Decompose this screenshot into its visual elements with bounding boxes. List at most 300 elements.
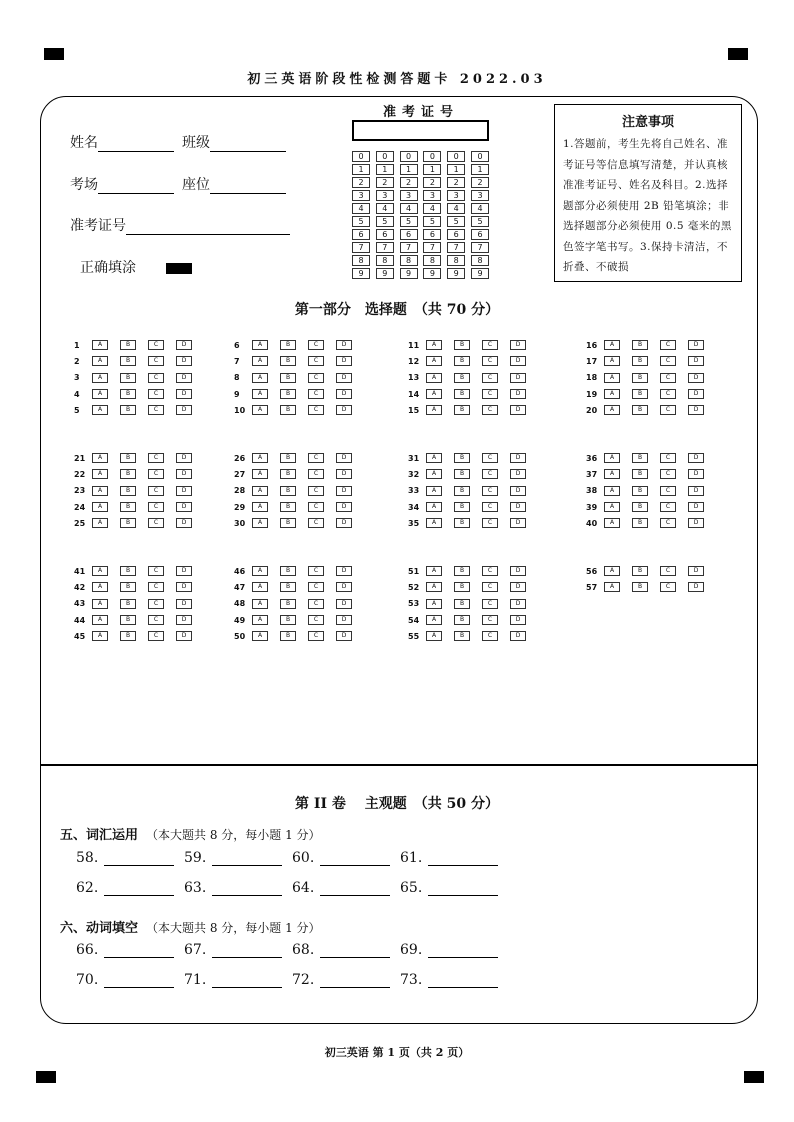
digit-bubble[interactable]: 1 (471, 164, 489, 175)
digit-bubble[interactable]: 5 (471, 216, 489, 227)
option-bubble-d[interactable]: D (510, 599, 526, 609)
option-bubble-c[interactable]: C (148, 405, 164, 415)
option-bubble-b[interactable]: B (280, 502, 296, 512)
option-bubble-d[interactable]: D (336, 502, 352, 512)
option-bubble-b[interactable]: B (454, 615, 470, 625)
option-bubble-a[interactable]: A (604, 566, 620, 576)
option-bubble-c[interactable]: C (482, 518, 498, 528)
digit-bubble[interactable]: 5 (423, 216, 441, 227)
option-bubble-b[interactable]: B (632, 518, 648, 528)
option-bubble-c[interactable]: C (148, 566, 164, 576)
option-bubble-a[interactable]: A (252, 615, 268, 625)
option-bubble-c[interactable]: C (308, 566, 324, 576)
digit-bubble[interactable]: 4 (423, 203, 441, 214)
digit-bubble[interactable]: 2 (423, 177, 441, 188)
digit-bubble[interactable]: 7 (400, 242, 418, 253)
digit-bubble[interactable]: 5 (400, 216, 418, 227)
digit-bubble[interactable]: 4 (376, 203, 394, 214)
option-bubble-b[interactable]: B (454, 340, 470, 350)
option-bubble-d[interactable]: D (688, 502, 704, 512)
option-bubble-d[interactable]: D (176, 582, 192, 592)
option-bubble-d[interactable]: D (688, 340, 704, 350)
option-bubble-a[interactable]: A (426, 631, 442, 641)
option-bubble-d[interactable]: D (336, 340, 352, 350)
option-bubble-d[interactable]: D (510, 615, 526, 625)
option-bubble-a[interactable]: A (604, 373, 620, 383)
option-bubble-a[interactable]: A (604, 340, 620, 350)
option-bubble-c[interactable]: C (660, 518, 676, 528)
answer-blank[interactable] (292, 972, 400, 988)
option-bubble-b[interactable]: B (280, 373, 296, 383)
option-bubble-b[interactable]: B (632, 453, 648, 463)
option-bubble-d[interactable]: D (176, 405, 192, 415)
option-bubble-b[interactable]: B (120, 486, 136, 496)
option-bubble-b[interactable]: B (632, 389, 648, 399)
answer-blank[interactable] (400, 850, 508, 866)
option-bubble-d[interactable]: D (510, 356, 526, 366)
option-bubble-d[interactable]: D (176, 373, 192, 383)
option-bubble-c[interactable]: C (482, 486, 498, 496)
option-bubble-c[interactable]: C (148, 356, 164, 366)
option-bubble-a[interactable]: A (426, 599, 442, 609)
option-bubble-b[interactable]: B (280, 518, 296, 528)
option-bubble-d[interactable]: D (336, 486, 352, 496)
answer-blank[interactable] (76, 850, 184, 866)
option-bubble-c[interactable]: C (148, 453, 164, 463)
option-bubble-a[interactable]: A (252, 502, 268, 512)
option-bubble-d[interactable]: D (176, 502, 192, 512)
digit-bubble[interactable]: 8 (400, 255, 418, 266)
option-bubble-c[interactable]: C (482, 389, 498, 399)
digit-bubble[interactable]: 8 (471, 255, 489, 266)
answer-blank[interactable] (76, 880, 184, 896)
option-bubble-a[interactable]: A (92, 453, 108, 463)
option-bubble-b[interactable]: B (632, 340, 648, 350)
option-bubble-d[interactable]: D (510, 469, 526, 479)
option-bubble-b[interactable]: B (280, 453, 296, 463)
option-bubble-c[interactable]: C (148, 582, 164, 592)
option-bubble-b[interactable]: B (454, 469, 470, 479)
digit-bubble[interactable]: 2 (400, 177, 418, 188)
option-bubble-a[interactable]: A (426, 389, 442, 399)
option-bubble-d[interactable]: D (336, 566, 352, 576)
digit-bubble[interactable]: 2 (352, 177, 370, 188)
option-bubble-c[interactable]: C (482, 566, 498, 576)
option-bubble-a[interactable]: A (426, 502, 442, 512)
option-bubble-b[interactable]: B (120, 356, 136, 366)
option-bubble-d[interactable]: D (176, 599, 192, 609)
option-bubble-d[interactable]: D (510, 453, 526, 463)
option-bubble-b[interactable]: B (280, 599, 296, 609)
option-bubble-b[interactable]: B (454, 356, 470, 366)
option-bubble-b[interactable]: B (120, 469, 136, 479)
answer-blank[interactable] (76, 972, 184, 988)
option-bubble-b[interactable]: B (632, 566, 648, 576)
option-bubble-b[interactable]: B (280, 356, 296, 366)
option-bubble-a[interactable]: A (604, 453, 620, 463)
digit-bubble[interactable]: 1 (447, 164, 465, 175)
digit-bubble[interactable]: 0 (447, 151, 465, 162)
option-bubble-b[interactable]: B (120, 518, 136, 528)
option-bubble-c[interactable]: C (482, 453, 498, 463)
option-bubble-d[interactable]: D (510, 631, 526, 641)
option-bubble-b[interactable]: B (280, 469, 296, 479)
digit-bubble[interactable]: 4 (447, 203, 465, 214)
option-bubble-c[interactable]: C (660, 389, 676, 399)
option-bubble-c[interactable]: C (482, 373, 498, 383)
option-bubble-a[interactable]: A (426, 518, 442, 528)
option-bubble-c[interactable]: C (482, 405, 498, 415)
option-bubble-c[interactable]: C (308, 615, 324, 625)
option-bubble-b[interactable]: B (454, 599, 470, 609)
option-bubble-c[interactable]: C (148, 389, 164, 399)
digit-bubble[interactable]: 6 (352, 229, 370, 240)
option-bubble-d[interactable]: D (336, 469, 352, 479)
option-bubble-c[interactable]: C (482, 340, 498, 350)
option-bubble-a[interactable]: A (426, 566, 442, 576)
option-bubble-a[interactable]: A (604, 469, 620, 479)
option-bubble-d[interactable]: D (176, 566, 192, 576)
option-bubble-a[interactable]: A (604, 502, 620, 512)
option-bubble-a[interactable]: A (252, 599, 268, 609)
option-bubble-c[interactable]: C (148, 599, 164, 609)
option-bubble-a[interactable]: A (252, 518, 268, 528)
option-bubble-c[interactable]: C (308, 405, 324, 415)
option-bubble-c[interactable]: C (660, 356, 676, 366)
digit-bubble[interactable]: 3 (423, 190, 441, 201)
option-bubble-b[interactable]: B (120, 631, 136, 641)
option-bubble-d[interactable]: D (336, 389, 352, 399)
option-bubble-a[interactable]: A (252, 389, 268, 399)
answer-blank[interactable] (292, 850, 400, 866)
digit-bubble[interactable]: 3 (376, 190, 394, 201)
option-bubble-a[interactable]: A (92, 373, 108, 383)
option-bubble-c[interactable]: C (308, 469, 324, 479)
option-bubble-d[interactable]: D (510, 405, 526, 415)
option-bubble-c[interactable]: C (308, 356, 324, 366)
answer-blank[interactable] (184, 942, 292, 958)
option-bubble-b[interactable]: B (280, 340, 296, 350)
option-bubble-d[interactable]: D (688, 453, 704, 463)
digit-bubble[interactable]: 1 (352, 164, 370, 175)
option-bubble-c[interactable]: C (148, 502, 164, 512)
option-bubble-b[interactable]: B (454, 373, 470, 383)
digit-bubble[interactable]: 3 (471, 190, 489, 201)
option-bubble-b[interactable]: B (632, 486, 648, 496)
option-bubble-b[interactable]: B (454, 518, 470, 528)
option-bubble-b[interactable]: B (454, 486, 470, 496)
option-bubble-c[interactable]: C (660, 469, 676, 479)
option-bubble-b[interactable]: B (120, 582, 136, 592)
digit-bubble[interactable]: 0 (400, 151, 418, 162)
digit-bubble[interactable]: 8 (423, 255, 441, 266)
option-bubble-d[interactable]: D (688, 518, 704, 528)
digit-bubble[interactable]: 3 (400, 190, 418, 201)
option-bubble-c[interactable]: C (482, 599, 498, 609)
option-bubble-b[interactable]: B (632, 356, 648, 366)
option-bubble-c[interactable]: C (308, 389, 324, 399)
option-bubble-c[interactable]: C (482, 356, 498, 366)
exam-number-grid[interactable] (352, 151, 489, 281)
option-bubble-a[interactable]: A (252, 631, 268, 641)
option-bubble-a[interactable]: A (604, 389, 620, 399)
option-bubble-d[interactable]: D (688, 373, 704, 383)
option-bubble-a[interactable]: A (92, 599, 108, 609)
option-bubble-b[interactable]: B (454, 502, 470, 512)
option-bubble-b[interactable]: B (120, 566, 136, 576)
option-bubble-a[interactable]: A (604, 518, 620, 528)
option-bubble-b[interactable]: B (280, 615, 296, 625)
option-bubble-b[interactable]: B (280, 405, 296, 415)
option-bubble-a[interactable]: A (426, 453, 442, 463)
option-bubble-c[interactable]: C (308, 599, 324, 609)
option-bubble-c[interactable]: C (148, 373, 164, 383)
option-bubble-d[interactable]: D (176, 631, 192, 641)
option-bubble-c[interactable]: C (308, 373, 324, 383)
answer-blank[interactable] (292, 942, 400, 958)
option-bubble-d[interactable]: D (336, 356, 352, 366)
option-bubble-b[interactable]: B (454, 631, 470, 641)
option-bubble-b[interactable]: B (454, 389, 470, 399)
option-bubble-a[interactable]: A (604, 405, 620, 415)
option-bubble-b[interactable]: B (454, 453, 470, 463)
option-bubble-d[interactable]: D (176, 340, 192, 350)
digit-bubble[interactable]: 8 (447, 255, 465, 266)
option-bubble-a[interactable]: A (92, 389, 108, 399)
option-bubble-d[interactable]: D (176, 356, 192, 366)
digit-bubble[interactable]: 6 (400, 229, 418, 240)
option-bubble-a[interactable]: A (92, 356, 108, 366)
option-bubble-b[interactable]: B (280, 389, 296, 399)
option-bubble-c[interactable]: C (660, 340, 676, 350)
option-bubble-d[interactable]: D (510, 486, 526, 496)
option-bubble-b[interactable]: B (120, 340, 136, 350)
option-bubble-a[interactable]: A (92, 631, 108, 641)
option-bubble-a[interactable]: A (92, 340, 108, 350)
option-bubble-c[interactable]: C (482, 502, 498, 512)
option-bubble-a[interactable]: A (604, 486, 620, 496)
option-bubble-d[interactable]: D (510, 373, 526, 383)
option-bubble-a[interactable]: A (92, 582, 108, 592)
option-bubble-d[interactable]: D (688, 582, 704, 592)
digit-bubble[interactable]: 7 (447, 242, 465, 253)
option-bubble-d[interactable]: D (336, 518, 352, 528)
option-bubble-b[interactable]: B (280, 566, 296, 576)
digit-bubble[interactable]: 8 (376, 255, 394, 266)
digit-bubble[interactable]: 6 (423, 229, 441, 240)
digit-bubble[interactable]: 4 (400, 203, 418, 214)
answer-blank[interactable] (184, 972, 292, 988)
digit-bubble[interactable]: 8 (352, 255, 370, 266)
option-bubble-b[interactable]: B (454, 405, 470, 415)
option-bubble-a[interactable]: A (426, 615, 442, 625)
option-bubble-d[interactable]: D (176, 469, 192, 479)
option-bubble-d[interactable]: D (336, 373, 352, 383)
digit-bubble[interactable]: 4 (471, 203, 489, 214)
option-bubble-d[interactable]: D (176, 615, 192, 625)
option-bubble-d[interactable]: D (336, 599, 352, 609)
option-bubble-d[interactable]: D (336, 405, 352, 415)
option-bubble-b[interactable]: B (120, 599, 136, 609)
option-bubble-d[interactable]: D (688, 389, 704, 399)
answer-blank[interactable] (184, 850, 292, 866)
option-bubble-c[interactable]: C (148, 615, 164, 625)
option-bubble-c[interactable]: C (660, 582, 676, 592)
option-bubble-d[interactable]: D (510, 502, 526, 512)
option-bubble-c[interactable]: C (308, 631, 324, 641)
digit-bubble[interactable]: 3 (352, 190, 370, 201)
option-bubble-a[interactable]: A (252, 486, 268, 496)
digit-bubble[interactable]: 9 (471, 268, 489, 279)
digit-bubble[interactable]: 6 (471, 229, 489, 240)
option-bubble-c[interactable]: C (308, 340, 324, 350)
room-field[interactable] (70, 174, 174, 194)
answer-blank[interactable] (400, 880, 508, 896)
option-bubble-d[interactable]: D (336, 615, 352, 625)
exam-id-field[interactable] (70, 215, 290, 235)
class-field[interactable] (182, 132, 286, 152)
digit-bubble[interactable]: 0 (352, 151, 370, 162)
option-bubble-c[interactable]: C (482, 615, 498, 625)
name-field[interactable] (70, 132, 174, 152)
seat-field[interactable] (182, 174, 286, 194)
option-bubble-d[interactable]: D (336, 453, 352, 463)
option-bubble-c[interactable]: C (660, 373, 676, 383)
option-bubble-a[interactable]: A (604, 582, 620, 592)
option-bubble-a[interactable]: A (252, 582, 268, 592)
option-bubble-c[interactable]: C (660, 453, 676, 463)
option-bubble-c[interactable]: C (660, 502, 676, 512)
option-bubble-b[interactable]: B (632, 373, 648, 383)
option-bubble-c[interactable]: C (482, 631, 498, 641)
option-bubble-d[interactable]: D (176, 453, 192, 463)
digit-bubble[interactable]: 5 (447, 216, 465, 227)
option-bubble-b[interactable]: B (280, 486, 296, 496)
digit-bubble[interactable]: 9 (352, 268, 370, 279)
digit-bubble[interactable]: 4 (352, 203, 370, 214)
option-bubble-b[interactable]: B (280, 582, 296, 592)
digit-bubble[interactable]: 9 (376, 268, 394, 279)
option-bubble-d[interactable]: D (510, 340, 526, 350)
option-bubble-d[interactable]: D (688, 356, 704, 366)
digit-bubble[interactable]: 0 (423, 151, 441, 162)
digit-bubble[interactable]: 6 (376, 229, 394, 240)
digit-bubble[interactable]: 7 (352, 242, 370, 253)
answer-blank[interactable] (184, 880, 292, 896)
digit-bubble[interactable]: 2 (447, 177, 465, 188)
digit-bubble[interactable]: 0 (471, 151, 489, 162)
option-bubble-a[interactable]: A (426, 486, 442, 496)
option-bubble-c[interactable]: C (308, 582, 324, 592)
option-bubble-b[interactable]: B (454, 566, 470, 576)
option-bubble-c[interactable]: C (148, 631, 164, 641)
option-bubble-a[interactable]: A (252, 469, 268, 479)
digit-bubble[interactable]: 5 (352, 216, 370, 227)
option-bubble-a[interactable]: A (252, 453, 268, 463)
option-bubble-b[interactable]: B (632, 502, 648, 512)
answer-blank[interactable] (292, 880, 400, 896)
option-bubble-c[interactable]: C (308, 502, 324, 512)
digit-bubble[interactable]: 1 (400, 164, 418, 175)
option-bubble-b[interactable]: B (120, 615, 136, 625)
option-bubble-a[interactable]: A (426, 373, 442, 383)
option-bubble-a[interactable]: A (252, 373, 268, 383)
digit-bubble[interactable]: 0 (376, 151, 394, 162)
option-bubble-d[interactable]: D (336, 582, 352, 592)
exam-number-box[interactable] (352, 120, 489, 141)
digit-bubble[interactable]: 2 (471, 177, 489, 188)
option-bubble-c[interactable]: C (308, 453, 324, 463)
option-bubble-c[interactable]: C (482, 582, 498, 592)
option-bubble-a[interactable]: A (92, 566, 108, 576)
option-bubble-b[interactable]: B (454, 582, 470, 592)
digit-bubble[interactable]: 7 (423, 242, 441, 253)
option-bubble-c[interactable]: C (482, 469, 498, 479)
option-bubble-a[interactable]: A (426, 356, 442, 366)
option-bubble-a[interactable]: A (92, 615, 108, 625)
option-bubble-a[interactable]: A (426, 582, 442, 592)
answer-blank[interactable] (76, 942, 184, 958)
option-bubble-d[interactable]: D (510, 582, 526, 592)
digit-bubble[interactable]: 5 (376, 216, 394, 227)
option-bubble-d[interactable]: D (688, 469, 704, 479)
option-bubble-b[interactable]: B (632, 582, 648, 592)
option-bubble-b[interactable]: B (120, 453, 136, 463)
option-bubble-a[interactable]: A (426, 405, 442, 415)
digit-bubble[interactable]: 7 (376, 242, 394, 253)
digit-bubble[interactable]: 7 (471, 242, 489, 253)
digit-bubble[interactable]: 9 (400, 268, 418, 279)
option-bubble-d[interactable]: D (688, 405, 704, 415)
option-bubble-c[interactable]: C (148, 486, 164, 496)
option-bubble-b[interactable]: B (120, 373, 136, 383)
digit-bubble[interactable]: 2 (376, 177, 394, 188)
option-bubble-a[interactable]: A (92, 502, 108, 512)
option-bubble-a[interactable]: A (92, 405, 108, 415)
digit-bubble[interactable]: 1 (423, 164, 441, 175)
option-bubble-a[interactable]: A (426, 340, 442, 350)
option-bubble-b[interactable]: B (120, 405, 136, 415)
option-bubble-d[interactable]: D (510, 566, 526, 576)
option-bubble-d[interactable]: D (176, 486, 192, 496)
option-bubble-a[interactable]: A (92, 518, 108, 528)
digit-bubble[interactable]: 9 (447, 268, 465, 279)
option-bubble-d[interactable]: D (688, 486, 704, 496)
option-bubble-c[interactable]: C (660, 405, 676, 415)
option-bubble-a[interactable]: A (252, 356, 268, 366)
option-bubble-a[interactable]: A (92, 469, 108, 479)
option-bubble-a[interactable]: A (92, 486, 108, 496)
option-bubble-a[interactable]: A (252, 405, 268, 415)
option-bubble-d[interactable]: D (510, 518, 526, 528)
digit-bubble[interactable]: 6 (447, 229, 465, 240)
option-bubble-b[interactable]: B (120, 502, 136, 512)
digit-bubble[interactable]: 3 (447, 190, 465, 201)
option-bubble-c[interactable]: C (660, 486, 676, 496)
option-bubble-d[interactable]: D (336, 631, 352, 641)
option-bubble-b[interactable]: B (280, 631, 296, 641)
option-bubble-c[interactable]: C (308, 518, 324, 528)
option-bubble-b[interactable]: B (632, 405, 648, 415)
digit-bubble[interactable]: 9 (423, 268, 441, 279)
answer-blank[interactable] (400, 972, 508, 988)
option-bubble-a[interactable]: A (426, 469, 442, 479)
option-bubble-d[interactable]: D (176, 389, 192, 399)
option-bubble-c[interactable]: C (660, 566, 676, 576)
option-bubble-b[interactable]: B (120, 389, 136, 399)
option-bubble-d[interactable]: D (688, 566, 704, 576)
option-bubble-c[interactable]: C (148, 518, 164, 528)
